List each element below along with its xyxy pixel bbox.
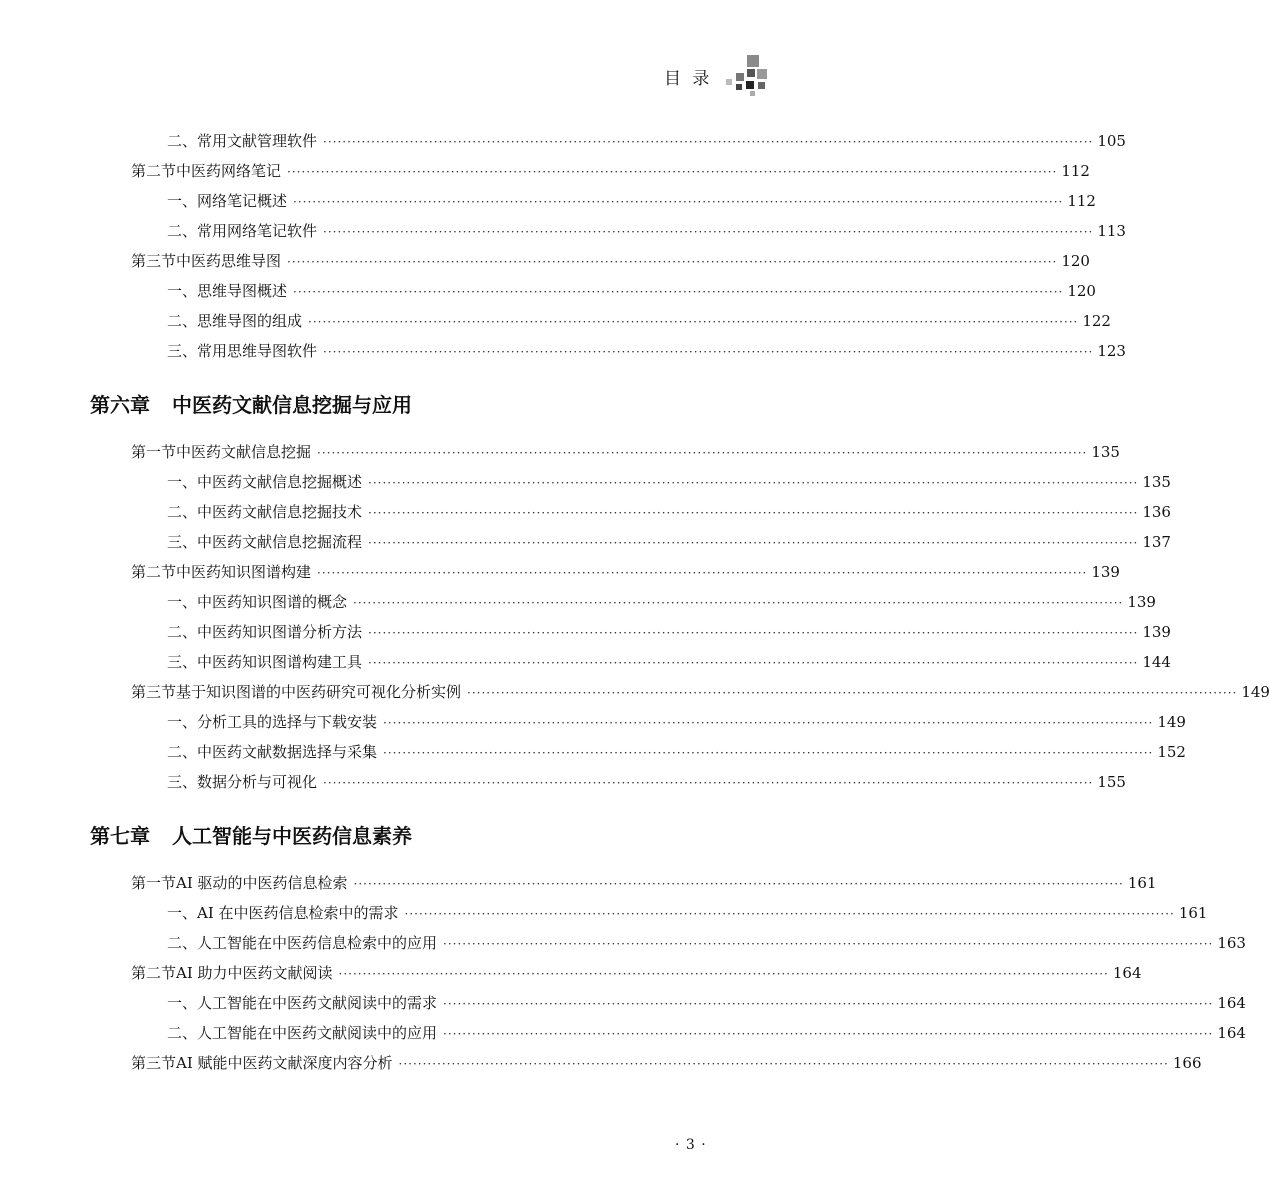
table-of-contents — [0, 126, 1270, 1078]
toc-subsection-entry[interactable] — [0, 737, 1186, 767]
dot-leader: ································································································································································ — [323, 135, 1094, 149]
toc-subsection-entry[interactable] — [0, 898, 1208, 928]
entry-page-number: 152 — [1157, 743, 1186, 761]
entry-page-number: 122 — [1082, 312, 1111, 330]
toc-subsection-entry[interactable] — [0, 216, 1126, 246]
entry-title: 三、中医药文献信息挖掘流程 — [167, 533, 363, 551]
dot-leader: ································································································································································ — [398, 1057, 1169, 1071]
dot-leader: ································································································································································ — [368, 506, 1139, 520]
dot-leader: ································································································································································ — [368, 476, 1139, 490]
entry-title: 中医药知识图谱构建 — [176, 563, 312, 581]
entry-title: 基于知识图谱的中医药研究可视化分析实例 — [176, 683, 462, 701]
dot-leader: ································································································································································ — [323, 225, 1094, 239]
entry-page-number: 135 — [1091, 443, 1120, 461]
dot-leader: ································································································································································ — [317, 566, 1088, 580]
entry-title: 二、中医药知识图谱分析方法 — [167, 623, 363, 641]
entry-title: 三、常用思维导图软件 — [167, 342, 318, 360]
toc-subsection-entry[interactable] — [0, 647, 1171, 677]
entry-page-number: 164 — [1217, 994, 1246, 1012]
entry-title: 二、常用网络笔记软件 — [167, 222, 318, 240]
entry-page-number: 120 — [1061, 252, 1090, 270]
entry-title: 中医药文献信息挖掘 — [176, 443, 312, 461]
entry-title: 三、数据分析与可视化 — [167, 773, 318, 791]
entry-title: 一、思维导图概述 — [167, 282, 288, 300]
entry-title: AI 驱动的中医药信息检索 — [176, 874, 348, 892]
entry-page-number: 137 — [1142, 533, 1171, 551]
toc-subsection-entry[interactable] — [0, 988, 1246, 1018]
section-number: 第二节 — [131, 964, 177, 982]
dot-leader: ································································································································································ — [287, 165, 1058, 179]
running-header-title: 目 录 — [664, 69, 713, 89]
dot-leader: ································································································································································ — [368, 536, 1139, 550]
section-number: 第一节 — [131, 874, 177, 892]
entry-title: 中医药网络笔记 — [176, 162, 282, 180]
section-number: 第三节 — [131, 683, 177, 701]
entry-page-number: 139 — [1142, 623, 1171, 641]
toc-subsection-entry[interactable] — [0, 587, 1156, 617]
entry-title: 二、人工智能在中医药信息检索中的应用 — [167, 934, 438, 952]
dot-leader: ································································································································································ — [338, 967, 1109, 981]
dot-leader: ································································································································································ — [308, 315, 1079, 329]
entry-page-number: 161 — [1178, 904, 1208, 922]
entry-title: 一、网络笔记概述 — [167, 192, 288, 210]
toc-section-entry[interactable] — [0, 156, 1090, 186]
dot-leader: ································································································································································ — [353, 596, 1124, 610]
dot-leader: ································································································································································ — [323, 776, 1094, 790]
chapter-number: 第六章 — [90, 393, 150, 417]
dot-leader: ································································································································································ — [287, 255, 1058, 269]
entry-page-number: 149 — [1241, 683, 1270, 701]
toc-subsection-entry[interactable] — [0, 306, 1111, 336]
toc-section-entry[interactable] — [0, 1048, 1202, 1078]
dot-leader: ································································································································································ — [383, 746, 1154, 760]
toc-subsection-entry[interactable] — [0, 928, 1246, 958]
dot-leader: ································································································································································ — [317, 446, 1088, 460]
entry-page-number: 113 — [1097, 222, 1126, 240]
section-number: 第三节 — [131, 1054, 177, 1072]
toc-section-entry[interactable] — [0, 437, 1120, 467]
page-number: · 3 · — [675, 1137, 707, 1153]
entry-page-number: 139 — [1127, 593, 1156, 611]
entry-title: 三、中医药知识图谱构建工具 — [167, 653, 363, 671]
entry-page-number: 164 — [1112, 964, 1142, 982]
dot-leader: ································································································································································ — [323, 345, 1094, 359]
dot-leader: ································································································································································ — [368, 626, 1139, 640]
entry-page-number: 144 — [1142, 653, 1171, 671]
section-number: 第二节 — [131, 162, 177, 180]
toc-subsection-entry[interactable] — [0, 497, 1171, 527]
entry-page-number: 135 — [1142, 473, 1171, 491]
entry-page-number: 161 — [1127, 874, 1157, 892]
entry-title: 二、中医药文献数据选择与采集 — [167, 743, 378, 761]
dot-leader: ································································································································································ — [443, 1027, 1214, 1041]
dot-leader: ································································································································································ — [404, 907, 1175, 921]
header-decoration-squares — [722, 55, 768, 97]
entry-page-number: 164 — [1217, 1024, 1246, 1042]
entry-page-number: 123 — [1097, 342, 1126, 360]
section-number: 第一节 — [131, 443, 177, 461]
entry-page-number: 163 — [1217, 934, 1246, 952]
entry-page-number: 112 — [1061, 162, 1090, 180]
entry-title: AI 赋能中医药文献深度内容分析 — [176, 1054, 393, 1072]
dot-leader: ································································································································································ — [383, 716, 1154, 730]
entry-title: 一、中医药知识图谱的概念 — [167, 593, 348, 611]
toc-subsection-entry[interactable] — [0, 467, 1171, 497]
toc-subsection-entry[interactable] — [0, 767, 1126, 797]
entry-page-number: 105 — [1097, 132, 1126, 150]
section-number: 第二节 — [131, 563, 177, 581]
toc-subsection-entry[interactable] — [0, 707, 1186, 737]
entry-page-number: 149 — [1157, 713, 1186, 731]
entry-title: 一、AI 在中医药信息检索中的需求 — [167, 904, 399, 922]
chapter-heading — [0, 818, 800, 854]
chapter-title: 中医药文献信息挖掘与应用 — [172, 393, 412, 417]
dot-leader: ································································································································································ — [443, 997, 1214, 1011]
entry-title: 二、人工智能在中医药文献阅读中的应用 — [167, 1024, 438, 1042]
entry-title: 二、中医药文献信息挖掘技术 — [167, 503, 363, 521]
toc-section-entry[interactable] — [0, 868, 1157, 898]
entry-title: 二、思维导图的组成 — [167, 312, 303, 330]
entry-title: AI 助力中医药文献阅读 — [176, 964, 333, 982]
chapter-heading — [0, 387, 800, 423]
dot-leader: ································································································································································ — [293, 195, 1064, 209]
dot-leader: ································································································································································ — [368, 656, 1139, 670]
toc-subsection-entry[interactable] — [0, 336, 1126, 366]
entry-page-number: 139 — [1091, 563, 1120, 581]
chapter-title: 人工智能与中医药信息素养 — [172, 824, 412, 848]
dot-leader: ································································································································································ — [293, 285, 1064, 299]
toc-subsection-entry[interactable] — [0, 186, 1096, 216]
toc-subsection-entry[interactable] — [0, 126, 1126, 156]
dot-leader: ································································································································································ — [353, 877, 1124, 891]
toc-section-entry[interactable] — [0, 677, 1270, 707]
entry-title: 中医药思维导图 — [176, 252, 282, 270]
toc-subsection-entry[interactable] — [0, 617, 1171, 647]
entry-page-number: 166 — [1172, 1054, 1202, 1072]
toc-section-entry[interactable] — [0, 246, 1090, 276]
section-number: 第三节 — [131, 252, 177, 270]
entry-title: 一、中医药文献信息挖掘概述 — [167, 473, 363, 491]
entry-page-number: 112 — [1067, 192, 1096, 210]
toc-subsection-entry[interactable] — [0, 527, 1171, 557]
dot-leader: ································································································································································ — [467, 686, 1238, 700]
dot-leader: ································································································································································ — [443, 937, 1214, 951]
entry-page-number: 136 — [1142, 503, 1171, 521]
toc-subsection-entry[interactable] — [0, 276, 1096, 306]
chapter-number: 第七章 — [90, 824, 150, 848]
entry-title: 一、分析工具的选择与下载安装 — [167, 713, 378, 731]
entry-page-number: 155 — [1097, 773, 1126, 791]
toc-section-entry[interactable] — [0, 557, 1120, 587]
toc-subsection-entry[interactable] — [0, 1018, 1246, 1048]
entry-title: 二、常用文献管理软件 — [167, 132, 318, 150]
entry-page-number: 120 — [1067, 282, 1096, 300]
toc-section-entry[interactable] — [0, 958, 1142, 988]
entry-title: 一、人工智能在中医药文献阅读中的需求 — [167, 994, 438, 1012]
